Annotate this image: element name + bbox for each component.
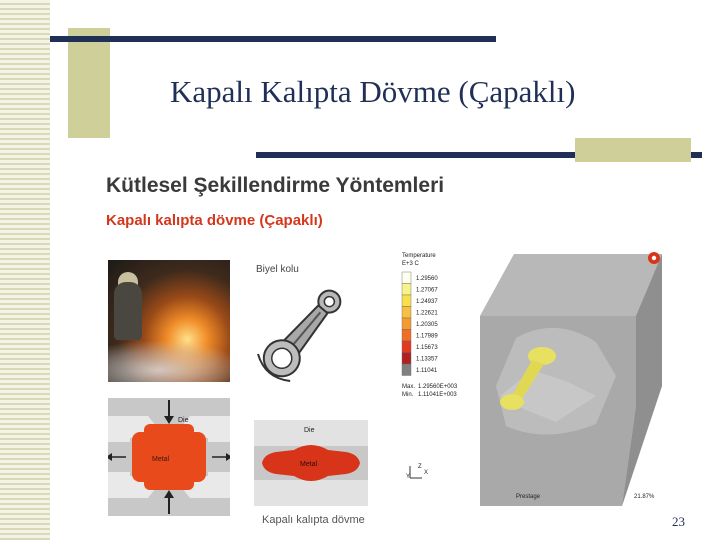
stage-label: Prestage xyxy=(516,494,541,500)
axis-x: X xyxy=(424,470,429,476)
forging-simulation-image xyxy=(396,246,662,506)
legend-value: 1.11041 xyxy=(416,368,438,374)
legend-title: Temperature xyxy=(402,253,436,259)
metal-label: Metal xyxy=(152,456,170,463)
section-heading: Kütlesel Şekillendirme Yöntemleri xyxy=(106,174,445,197)
die-label: Die xyxy=(178,417,189,424)
legend-swatch xyxy=(402,284,411,296)
decorative-olive-block xyxy=(68,28,110,138)
axis-y: Y xyxy=(406,474,411,480)
legend-value: 1.29560 xyxy=(416,276,438,282)
legend-value: 1.13357 xyxy=(416,356,438,363)
axis-z: Z xyxy=(418,464,422,470)
forging-photo xyxy=(108,260,230,382)
section-subheading: Kapalı kalıpta dövme (Çapaklı) xyxy=(106,212,323,229)
legend-swatch xyxy=(402,353,411,365)
min-value: 1.11041E+003 xyxy=(418,392,457,398)
max-value: 1.29560E+003 xyxy=(418,384,458,390)
progress-text: 21.87% xyxy=(634,494,655,500)
slide-title: Kapalı Kalıpta Dövme (Çapaklı) xyxy=(170,74,576,109)
legend-value: 1.27067 xyxy=(416,287,438,294)
min-label: Min. xyxy=(402,392,414,398)
legend-unit: E+3 C xyxy=(402,261,419,267)
decorative-olive-block-right xyxy=(575,138,691,162)
die-diagram-closed xyxy=(254,420,368,506)
title-rule-top xyxy=(50,36,496,42)
software-logo-dot xyxy=(652,256,656,260)
legend-swatch xyxy=(402,364,411,376)
temperature-legend xyxy=(402,272,438,376)
worker-shape xyxy=(114,282,142,340)
max-label: Max. xyxy=(402,384,416,390)
die-label-closed: Die xyxy=(304,427,315,434)
legend-swatch xyxy=(402,272,411,284)
steam-shape xyxy=(108,340,230,382)
legend-swatch xyxy=(402,341,411,353)
legend-swatch xyxy=(402,318,411,330)
legend-value: 1.20305 xyxy=(416,322,438,328)
legend-value: 1.17989 xyxy=(416,333,438,340)
legend-swatch xyxy=(402,330,411,342)
figure-caption: Kapalı kalıpta dövme xyxy=(262,514,365,526)
legend-value: 1.15673 xyxy=(416,345,438,351)
legend-swatch xyxy=(402,295,411,307)
connecting-rod-image xyxy=(248,278,358,388)
die-diagram-open xyxy=(108,398,230,516)
connecting-rod-label: Biyel kolu xyxy=(256,264,299,275)
page-number: 23 xyxy=(672,514,685,529)
decorative-stripes xyxy=(0,0,50,540)
metal-label-closed: Metal xyxy=(300,461,318,468)
legend-value: 1.24937 xyxy=(416,299,438,305)
legend-value: 1.22621 xyxy=(416,310,438,317)
legend-swatch xyxy=(402,307,411,319)
